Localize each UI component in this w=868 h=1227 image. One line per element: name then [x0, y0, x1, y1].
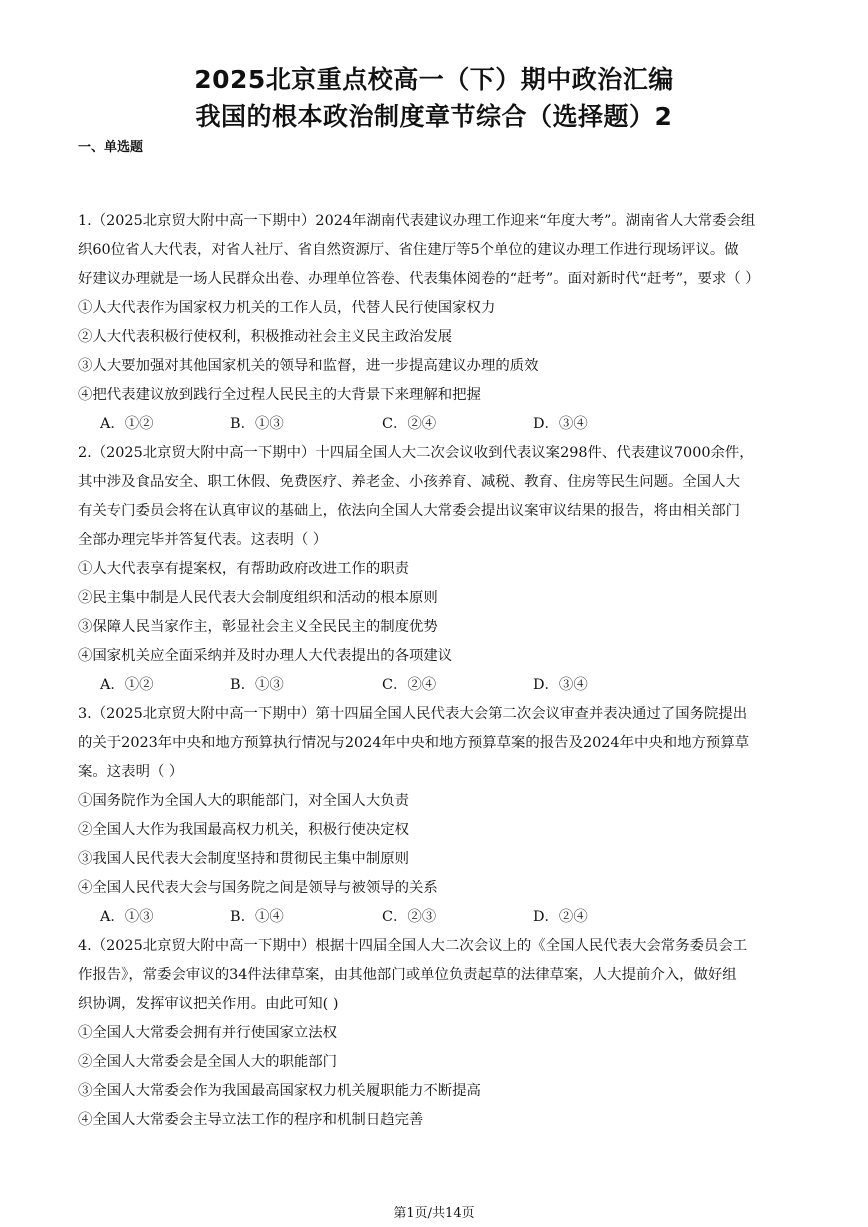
- question-3-option-c[interactable]: C．②③: [382, 909, 437, 925]
- question-2-line-2: 其中涉及食品安全、职工休假、免费医疗、养老金、小孩养育、减税、教育、住房等民生问题。全国人大: [78, 474, 740, 490]
- question-2-statement-1: ①人大代表享有提案权，有帮助政府改进工作的职责: [78, 561, 409, 577]
- question-4-line-2: 作报告》，常委会审议的34件法律草案，由其他部门或单位负责起草的法律草案，人大提前介入，做好组: [78, 967, 737, 983]
- question-3-statement-2: ②全国人大作为我国最高权力机关，积极行使决定权: [78, 822, 409, 838]
- question-1-option-a[interactable]: A．①②: [100, 416, 154, 432]
- question-2-statement-2: ②民主集中制是人民代表大会制度组织和活动的根本原则: [78, 590, 438, 606]
- question-4-statement-4: ④全国人大常委会主导立法工作的程序和机制日趋完善: [78, 1112, 424, 1128]
- question-1-statement-3: ③人大要加强对其他国家机关的领导和监督，进一步提高建议办理的质效: [78, 358, 539, 374]
- question-3-option-b[interactable]: B．①④: [230, 909, 284, 925]
- question-2-option-b[interactable]: B．①③: [230, 677, 284, 693]
- question-3-line-1: 3.（2025北京贸大附中高一下期中）第十四届全国人民代表大会第二次会议审查并表决通过了国务院提出: [78, 706, 748, 722]
- question-2-line-1: 2.（2025北京贸大附中高一下期中）十四届全国人大二次会议收到代表议案298件、代表建议7000余件，: [78, 445, 754, 461]
- page-footer: 第1页/共14页: [393, 1206, 475, 1221]
- question-3-statement-4: ④全国人民代表大会与国务院之间是领导与被领导的关系: [78, 880, 438, 896]
- question-3-option-d[interactable]: D．②④: [533, 909, 588, 925]
- question-3-options: [100, 907, 800, 927]
- question-3-statement-1: ①国务院作为全国人大的职能部门，对全国人大负责: [78, 793, 409, 809]
- question-1-line-2: 织60位省人大代表，对省人社厅、省自然资源厅、省住建厅等5个单位的建议办理工作进行现场评议。做: [78, 242, 739, 258]
- question-1-statement-2: ②人大代表积极行使权利，积极推动社会主义民主政治发展: [78, 329, 453, 345]
- question-2-option-c[interactable]: C．②④: [382, 677, 437, 693]
- question-1-line-3: 好建议办理就是一场人民群众出卷、办理单位答卷、代表集体阅卷的“赶考”。面对新时代“赶考”，要求（ ）: [78, 271, 760, 287]
- question-4-line-3: 织协调，发挥审议把关作用。由此可知( ): [78, 996, 339, 1012]
- question-1-option-b[interactable]: B．①③: [230, 416, 284, 432]
- question-1-line-1: 1.（2025北京贸大附中高一下期中）2024年湖南代表建议办理工作迎来“年度大考”。湖南省人大常委会组: [78, 213, 756, 229]
- question-2-option-d[interactable]: D．③④: [533, 677, 588, 693]
- page-subtitle: 我国的根本政治制度章节综合（选择题）2: [195, 102, 673, 131]
- question-2-options: [100, 675, 800, 695]
- section-heading: 一、单选题: [78, 140, 144, 155]
- question-1-statement-4: ④把代表建议放到践行全过程人民民主的大背景下来理解和把握: [78, 387, 481, 403]
- question-4-statement-2: ②全国人大常委会是全国人大的职能部门: [78, 1054, 338, 1070]
- question-1-option-d[interactable]: D．③④: [533, 416, 588, 432]
- question-3-line-2: 的关于2023年中央和地方预算执行情况与2024年中央和地方预算草案的报告及2024年中央和地方预算草: [78, 735, 750, 751]
- question-2-line-3: 有关专门委员会将在认真审议的基础上，依法向全国人大常委会提出议案审议结果的报告，将由相关部门: [78, 503, 740, 519]
- question-1-option-c[interactable]: C．②④: [382, 416, 437, 432]
- question-3-option-a[interactable]: A．①③: [100, 909, 154, 925]
- question-1-statement-1: ①人大代表作为国家权力机关的工作人员，代替人民行使国家权力: [78, 300, 496, 316]
- question-1-options: [100, 414, 800, 434]
- question-2-statement-3: ③保障人民当家作主，彰显社会主义全民民主的制度优势: [78, 619, 438, 635]
- question-2-option-a[interactable]: A．①②: [100, 677, 154, 693]
- question-3-line-3: 案。这表明（ ）: [78, 764, 184, 780]
- question-3-statement-3: ③我国人民代表大会制度坚持和贯彻民主集中制原则: [78, 851, 409, 867]
- question-4-statement-1: ①全国人大常委会拥有并行使国家立法权: [78, 1025, 338, 1041]
- question-2-statement-4: ④国家机关应全面采纳并及时办理人大代表提出的各项建议: [78, 648, 453, 664]
- page-title: 2025北京重点校高一（下）期中政治汇编: [194, 65, 674, 94]
- question-4-line-1: 4.（2025北京贸大附中高一下期中）根据十四届全国人大二次会议上的《全国人民代表大会常务委员会工: [78, 938, 748, 954]
- question-4-statement-3: ③全国人大常委会作为我国最高国家权力机关履职能力不断提高: [78, 1083, 481, 1099]
- question-2-line-4: 全部办理完毕并答复代表。这表明（ ）: [78, 532, 328, 548]
